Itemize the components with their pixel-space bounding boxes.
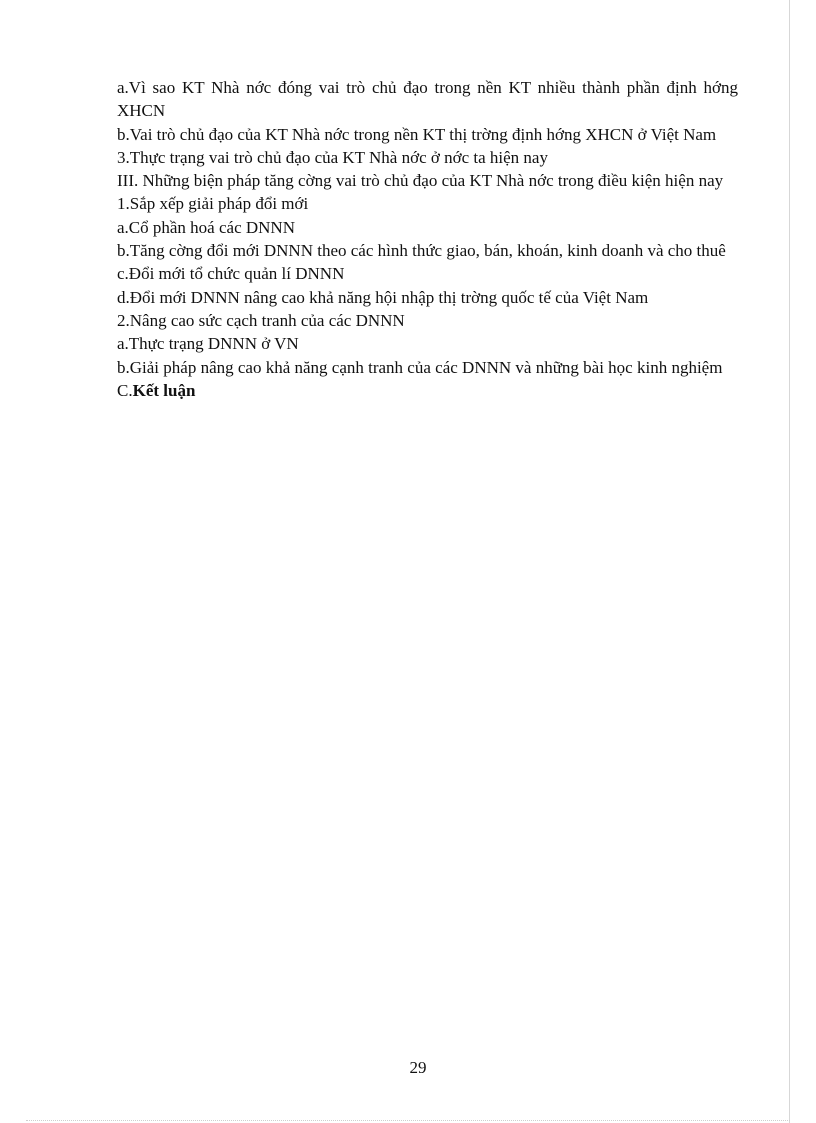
outline-item: a.Cổ phần hoá các DNNN (117, 217, 295, 237)
conclusion-prefix: C. (117, 380, 133, 400)
footer-divider (26, 1120, 790, 1121)
outline-item: b.Tăng cờng đổi mới DNNN theo các hình thức giao, bán, khoán, kinh doanh và cho thuê (117, 241, 726, 261)
outline-item: 1.Sắp xếp giải pháp đổi mới (117, 194, 309, 214)
document-body (117, 76, 738, 402)
outline-item: 2.Nâng cao sức cạch tranh của các DNNN (117, 310, 405, 330)
page-number: 29 (409, 1058, 427, 1077)
outline-item: c.Đổi mới tổ chức quản lí DNNN (117, 264, 345, 284)
conclusion-heading (117, 379, 738, 402)
outline-item: d.Đổi mới DNNN nâng cao khả năng hội nhập thị trờng quốc tế của Việt Nam (117, 287, 649, 307)
outline-item: 3.Thực trạng vai trò chủ đạo của KT Nhà nớc ở nớc ta hiện nay (117, 147, 548, 167)
section-heading: III. Những biện pháp tăng cờng vai trò chủ đạo của KT Nhà nớc trong điều kiện hiện nay (117, 171, 724, 191)
outline-item: a.Thực trạng DNNN ở VN (117, 334, 299, 354)
conclusion-title: Kết luận (132, 380, 196, 400)
outline-item: a.Vì sao KT Nhà nớc đóng vai trò chủ đạo trong nền KT nhiều thành phần định hớng XHCN (117, 78, 738, 121)
outline-item: b.Giải pháp nâng cao khả năng cạnh tranh của các DNNN và những bài học kinh nghiệm (117, 357, 723, 377)
outline-item: b.Vai trò chủ đạo của KT Nhà nớc trong nền KT thị trờng định hớng XHCN ở Việt Nam (117, 124, 717, 144)
